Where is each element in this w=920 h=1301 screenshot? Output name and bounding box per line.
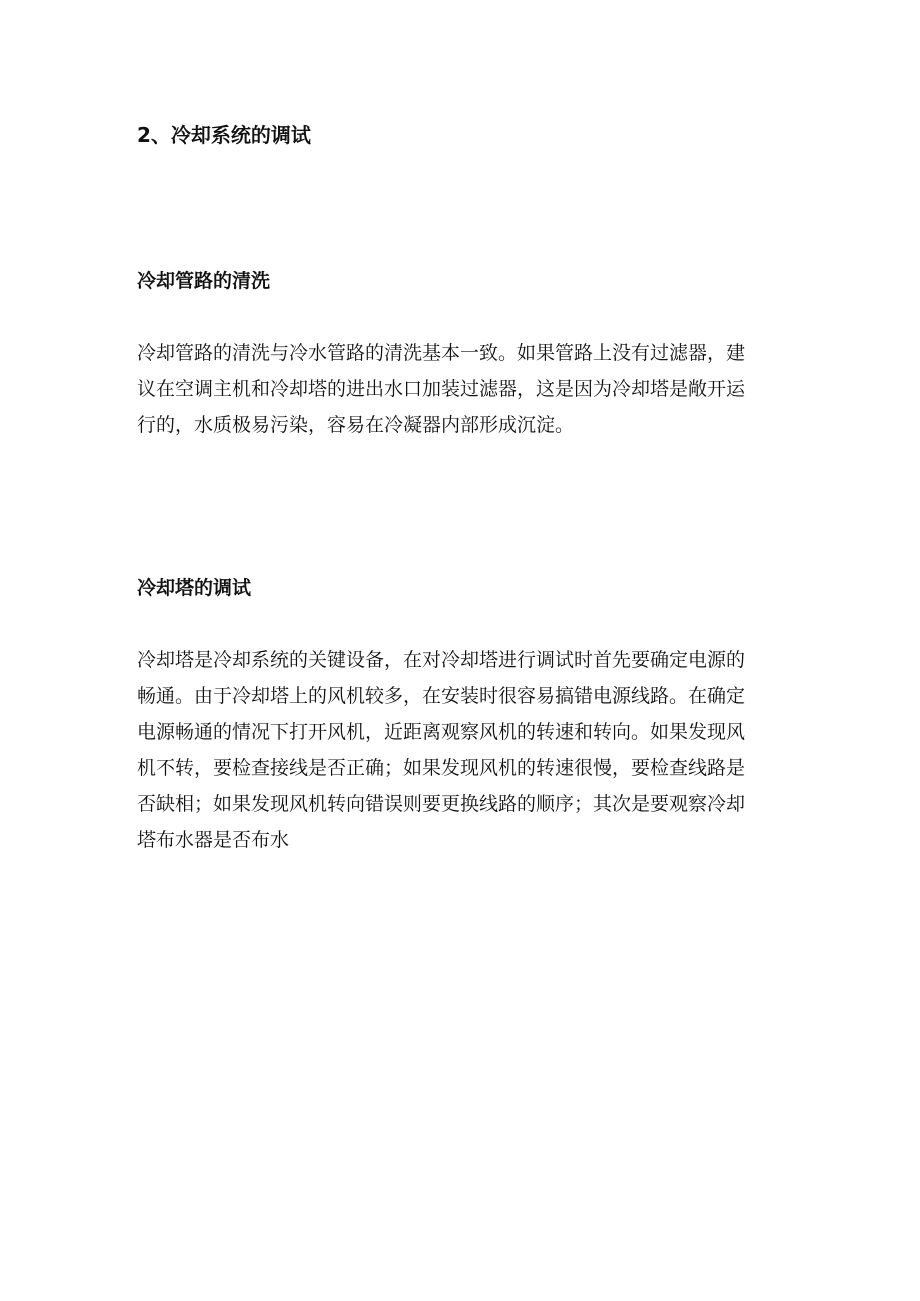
paragraph-line: 电源畅通的情况下打开风机，近距离观察风机的转速和转向。如果发现风	[137, 721, 746, 743]
paragraph-tower-debugging	[137, 642, 783, 858]
section-title: 2、冷却系统的调试	[137, 123, 311, 147]
subheading-tower-debugging: 冷却塔的调试	[137, 577, 252, 599]
subheading-pipe-cleaning: 冷却管路的清洗	[137, 270, 271, 292]
paragraph-line: 塔布水器是否布水	[137, 829, 290, 851]
paragraph-line: 畅通。由于冷却塔上的风机较多，在安装时很容易搞错电源线路。在确定	[137, 685, 746, 707]
paragraph-line: 否缺相；如果发现风机转向错误则要更换线路的顺序；其次是要观察冷却	[137, 793, 746, 815]
paragraph-line: 议在空调主机和冷却塔的进出水口加装过滤器，这是因为冷却塔是敞开运	[137, 378, 746, 400]
paragraph-line: 冷却塔是冷却系统的关键设备，在对冷却塔进行调试时首先要确定电源的	[137, 649, 746, 671]
paragraph-line: 冷却管路的清洗与冷水管路的清洗基本一致。如果管路上没有过滤器，建	[137, 342, 746, 364]
paragraph-line: 机不转，要检查接线是否正确；如果发现风机的转速很慢，要检查线路是	[137, 757, 746, 779]
paragraph-line: 行的，水质极易污染，容易在冷凝器内部形成沉淀。	[137, 414, 575, 436]
paragraph-pipe-cleaning	[137, 335, 783, 443]
